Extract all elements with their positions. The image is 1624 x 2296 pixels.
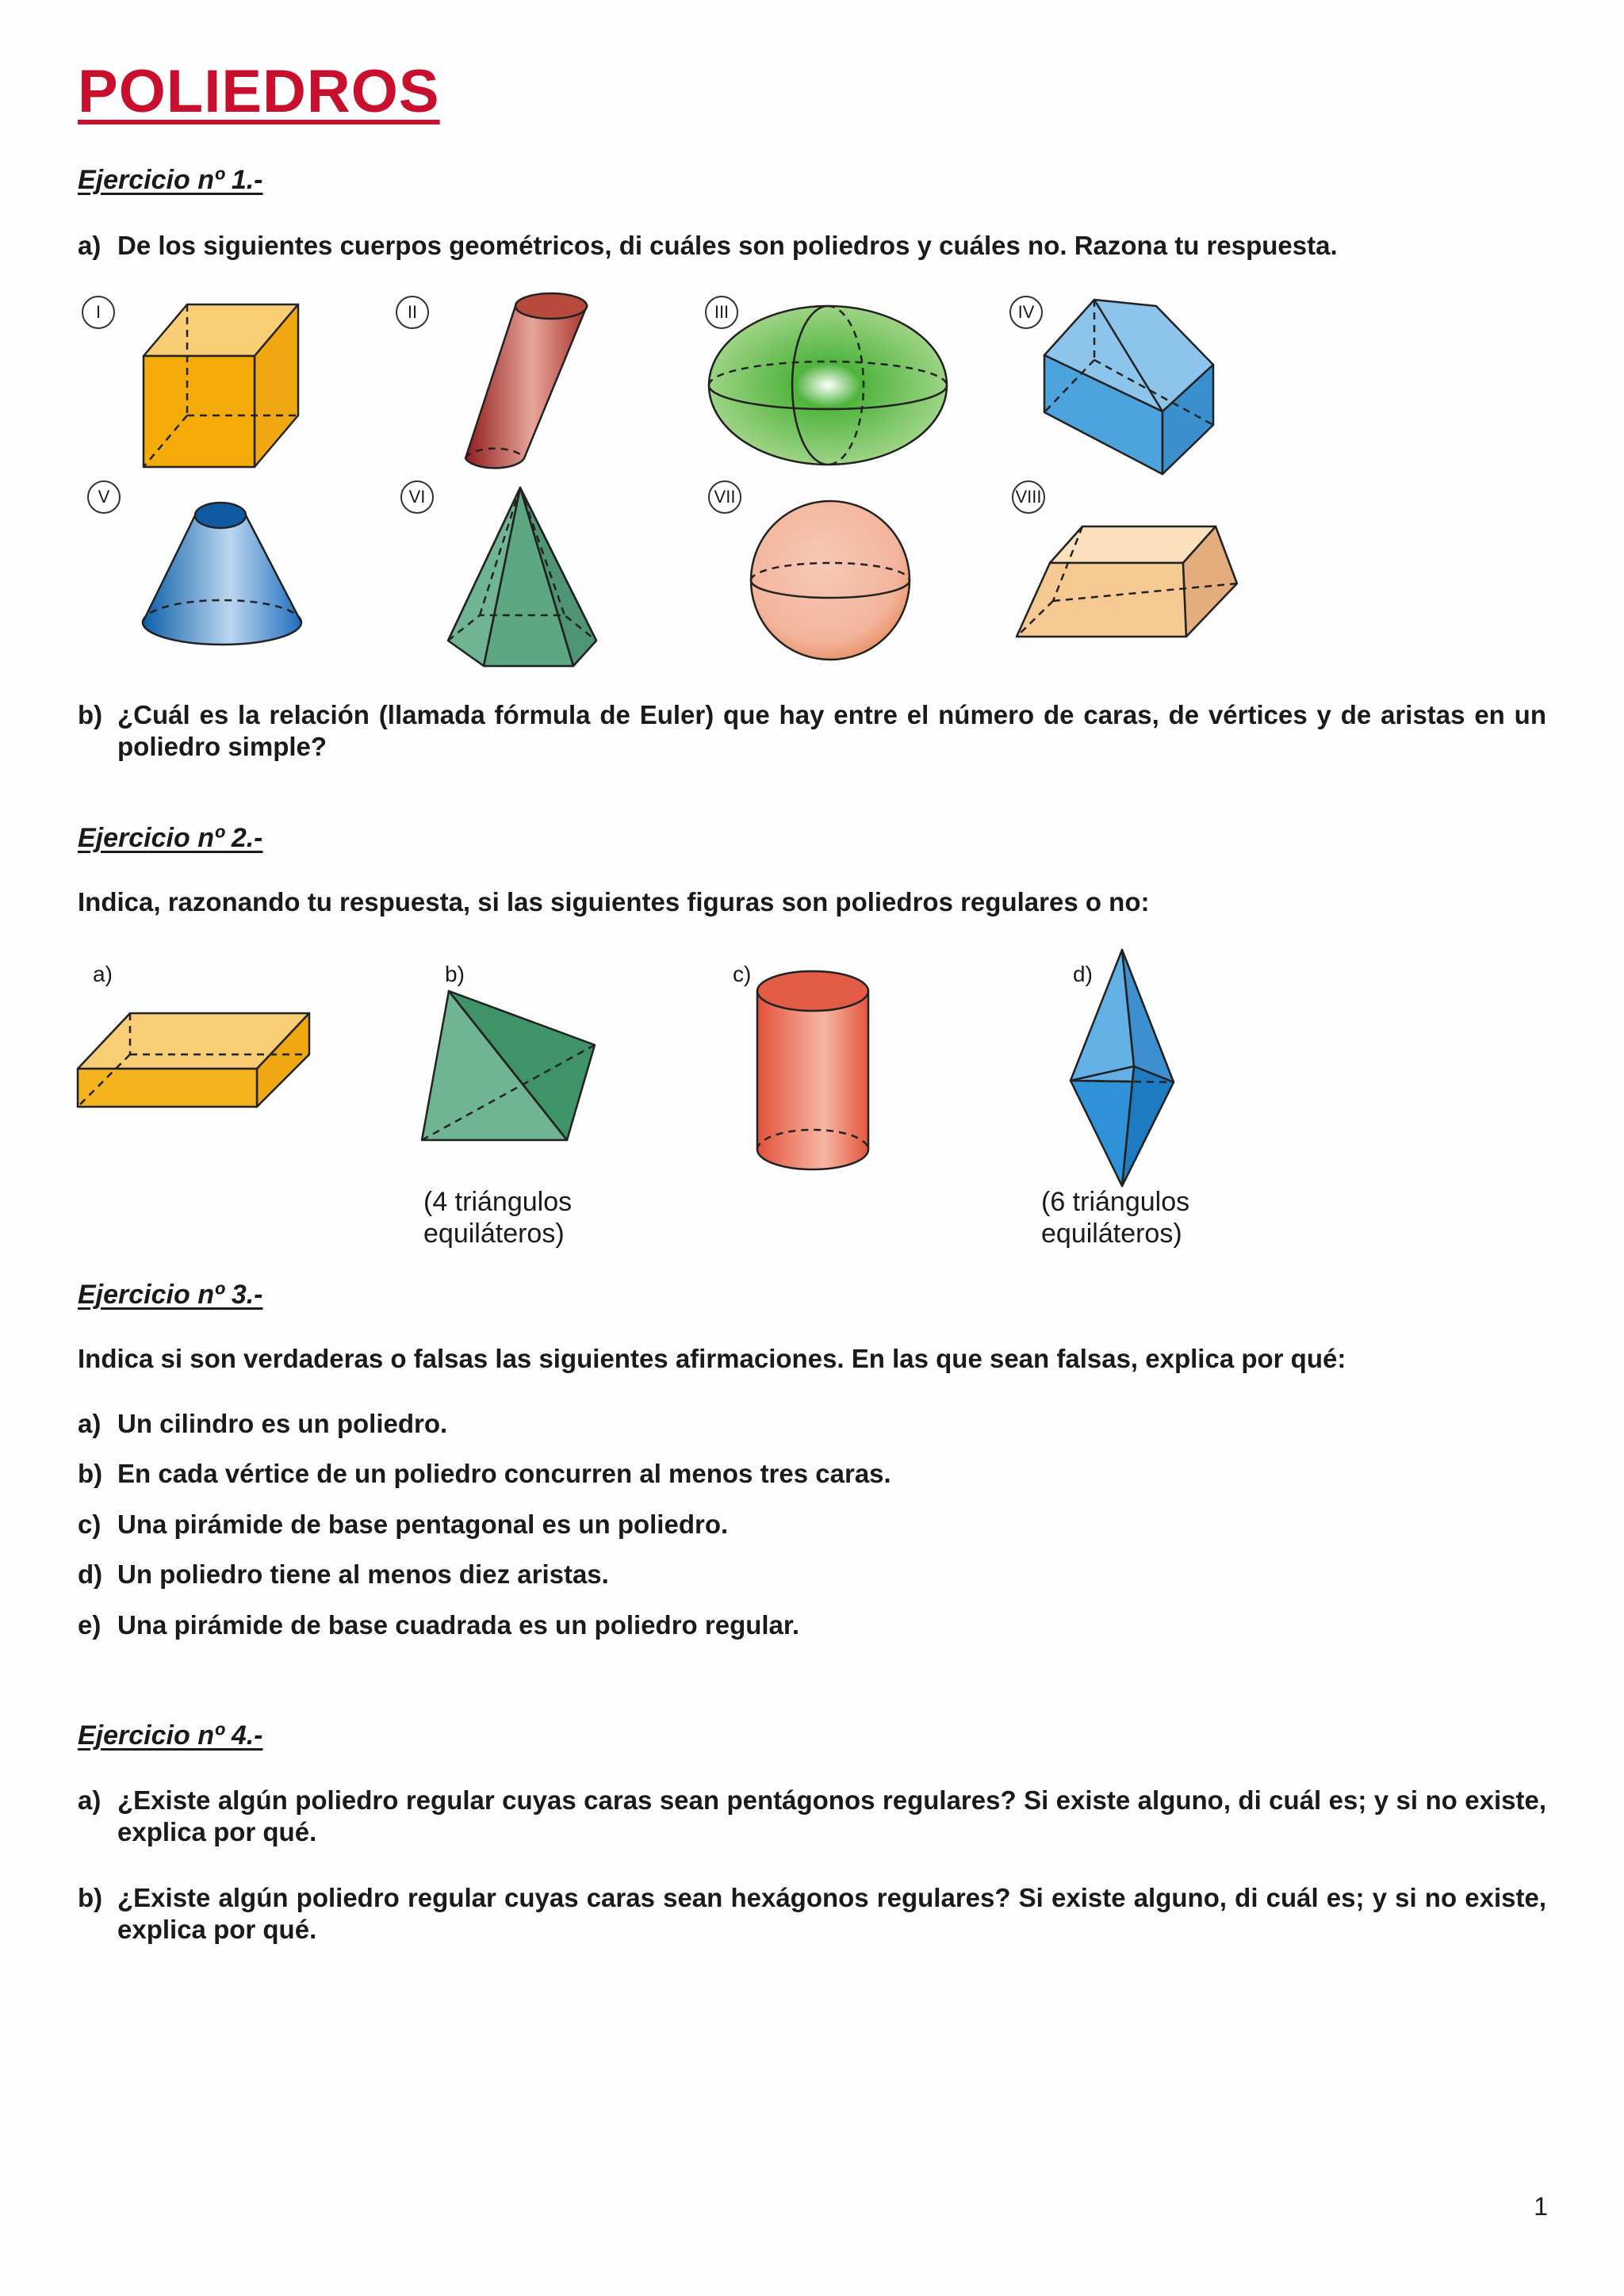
statement-item: [78, 1458, 1546, 1490]
note-line: (6 triángulos: [1041, 1187, 1190, 1217]
question-label: a): [78, 1785, 102, 1815]
bipyramid-figure: [1071, 950, 1174, 1186]
figure-label-VI: VI: [400, 480, 434, 514]
figure-label-VII: VII: [708, 480, 741, 514]
question-text: ¿Existe algún poliedro regular cuyas caras sean pentágonos regulares? Si existe alguno, di cuál es; y si no existe, explica por qué.: [117, 1785, 1546, 1846]
exercise-1-heading: Ejercicio nº 1.-: [78, 165, 263, 195]
statement-label: e): [78, 1610, 102, 1640]
exercise-3-prompt: Indica si son verdaderas o falsas las siguientes afirmaciones. En las que sean falsas, explica por qué:: [78, 1344, 1346, 1373]
exercise-4-question-a: [78, 1785, 1546, 1848]
cylinder-figure: [757, 971, 868, 1169]
figure-label-I: I: [82, 296, 115, 329]
exercise-4-heading: Ejercicio nº 4.-: [78, 1720, 263, 1751]
tetrahedron-figure: [422, 991, 595, 1140]
question-text: ¿Existe algún poliedro regular cuyas caras sean hexágonos regulares? Si existe alguno, di cuál es; y si no existe, explica por qué.: [117, 1883, 1546, 1944]
statement-text: Una pirámide de base cuadrada es un poliedro regular.: [117, 1610, 800, 1640]
figure-label-d: d): [1073, 962, 1093, 986]
statement-label: c): [78, 1510, 102, 1539]
statement-label: a): [78, 1409, 102, 1438]
figure-label-a: a): [93, 962, 113, 986]
statement-text: Una pirámide de base pentagonal es un poliedro.: [117, 1510, 729, 1539]
statement-item: [78, 1509, 1546, 1540]
figure-label-c: c): [733, 962, 752, 986]
figure-label-VIII: VIII: [1012, 480, 1045, 514]
note-line: (4 triángulos: [423, 1187, 573, 1217]
figure-label-II: II: [396, 296, 429, 329]
figure-d-note: [1041, 1186, 1189, 1249]
statement-text: Un poliedro tiene al menos diez aristas.: [117, 1559, 609, 1589]
question-label: b): [78, 700, 103, 729]
question-label: b): [78, 1883, 103, 1912]
page-number: 1: [1534, 2192, 1548, 2221]
page-title: POLIEDROS: [78, 58, 440, 125]
figure-label-IV: IV: [1009, 296, 1043, 329]
figure-label-b: b): [445, 962, 465, 986]
rectangular-prism-figure: [78, 1013, 309, 1107]
question-text: De los siguientes cuerpos geométricos, di cuáles son poliedros y cuáles no. Razona tu respuesta.: [117, 231, 1338, 260]
question-label: a): [78, 231, 102, 260]
exercise-3-heading: Ejercicio nº 3.-: [78, 1280, 263, 1310]
exercise-2-prompt: Indica, razonando tu respuesta, si las siguientes figuras son poliedros regulares o no:: [78, 887, 1150, 916]
statement-item: [78, 1408, 1546, 1440]
statement-text: Un cilindro es un poliedro.: [117, 1409, 448, 1438]
statement-text: En cada vértice de un poliedro concurren al menos tres caras.: [117, 1459, 891, 1488]
figure-label-V: V: [87, 480, 121, 514]
statement-label: d): [78, 1559, 103, 1589]
figure-label-III: III: [705, 296, 738, 329]
figure-b-note: [423, 1186, 572, 1249]
note-line: equiláteros): [1041, 1219, 1182, 1249]
note-line: equiláteros): [423, 1219, 565, 1249]
statement-label: b): [78, 1459, 103, 1488]
exercise-2-heading: Ejercicio nº 2.-: [78, 823, 263, 853]
statement-item: [78, 1559, 1546, 1590]
question-text: ¿Cuál es la relación (llamada fórmula de Euler) que hay entre el número de caras, de vértices y de aristas en un poliedro simple?: [117, 700, 1546, 761]
statement-item: [78, 1609, 1546, 1641]
exercise-4-question-b: [78, 1882, 1546, 1946]
